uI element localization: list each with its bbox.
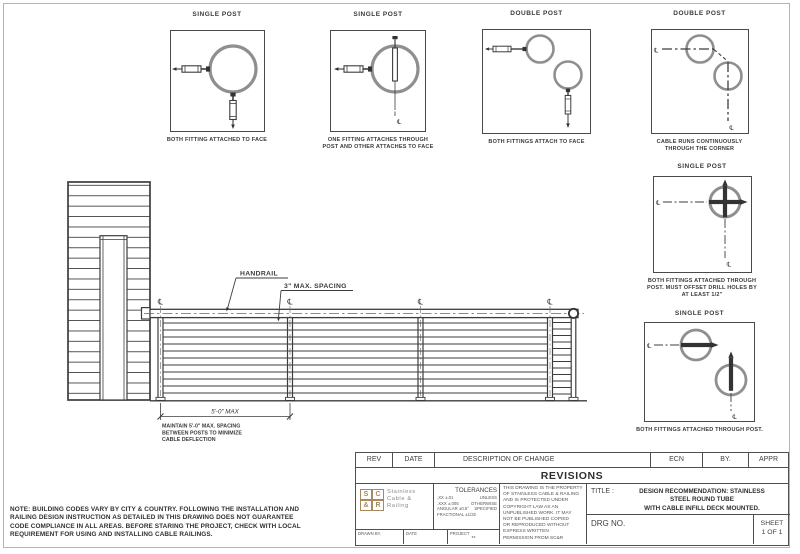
title-cell [586,484,790,515]
scr-logo [360,489,384,511]
caption-line: BOTH FITTINGS ATTACH TO FACE [488,139,585,145]
centerline-symbol: ℄ [287,297,293,307]
through-fitting-vertical [392,36,402,126]
tolerance-note: OTHERWISE [471,500,497,506]
copyright-line: THIS DRAWING IS THE PROPERTY [503,486,583,491]
wall [68,182,150,400]
centerline-symbol: ℄ [647,342,652,350]
vertical-fitting [565,89,571,129]
end-section-cables [553,323,571,395]
company-name [387,489,416,511]
note-line: RAILING DESIGN INSTRUCTION AS DETAILED IN THIS DRAWING DOES NOT GUARANTEE [10,514,294,522]
detail-double-post-face [455,10,618,146]
copyright-line: COPYRIGHT LAW AS AN [503,504,559,510]
date-cell [404,530,448,544]
spacing-note [162,424,242,444]
centerline-symbol: ℄ [732,413,737,421]
centerline-symbol: ℄ [729,124,734,132]
copyright-line: NOT BE PUBLISHED COPIED [503,517,570,523]
double-post-corner-drawing [652,30,748,133]
company-name-line: Cable & [387,496,412,503]
copyright-line: AND IS PROTECTED UNDER [503,498,569,504]
caption-line: POST AND OTHER ATTACHES TO FACE [322,143,434,150]
note-line: CABLE DEFLECTION [162,437,216,444]
centerline-symbol: ℄ [417,297,424,307]
sheet-label: SHEET [760,520,784,527]
tolerance-note: UNLESS [479,495,497,500]
revisions-header-row [356,453,788,468]
detail-single-post-face [143,11,291,144]
detail-caption [455,139,618,146]
tolerance-value: FRACTIONAL ±1/32 [437,511,476,517]
note-line: MAINTAIN 5'-0" MAX. SPACING [162,423,241,430]
revisions-title: REVISIONS [356,468,788,484]
drawn-by-row [356,529,499,544]
copyright-line: UNPUBLISHED WORK. IT MAY [503,510,572,516]
sheet-number: 1 OF 1 [761,528,783,536]
detail-drawing-box [653,176,752,273]
caption-line: BOTH FITTING ATTACHED TO FACE [166,137,268,143]
single-post-through-face-drawing [331,31,425,131]
company-name-line: Stainless [387,489,416,495]
project-label: PROJECT [450,531,470,536]
leader-arrow [277,318,280,322]
company-name-line: Railing [387,503,409,510]
description-column-header: DESCRIPTION OF CHANGE [435,453,651,467]
cables [163,323,571,395]
detail-title: SINGLE POST [674,310,725,317]
note-line: BETWEEN POSTS TO MINIMIZE [162,430,242,437]
rev-column-header: REV [356,453,393,467]
drawn-by-label: DRAWN BY. [358,531,382,536]
single-post-face-drawing [171,31,264,131]
caption-line: CABLE RUNS CONTINUOUSLY [656,139,743,145]
double-post-face-drawing [483,30,590,133]
handrail [142,308,585,319]
detail-caption [622,427,777,434]
detail-single-post-through [622,310,777,434]
caption-line: THROUGH THE CORNER [664,145,735,152]
logo-letter: R [372,500,384,511]
caption-line: POST. MUST OFFSET DRILL HOLES BY [647,284,757,291]
drawing-title-line: STEEL ROUND TUBE [670,496,734,504]
copyright-line: OF STAINLESS CABLE & RAILING [503,492,580,498]
sheet-cell [754,515,790,544]
detail-caption [143,137,291,144]
door-opening [100,236,127,400]
detail-title: DOUBLE POST [510,10,563,17]
vertical-fitting [229,93,235,130]
detail-single-post-through-offset [628,163,776,298]
project-cell [448,530,499,544]
drawing-title-line: WITH CABLE INFILL DECK MOUNTED. [644,504,760,512]
note-line: REQUIREMENT FOR USING AND INSTALLING CABLE RAILINGS. [10,530,213,538]
copyright-cell [499,484,586,544]
detail-caption [304,137,452,151]
centerline-symbol: ℄ [157,297,164,307]
building-code-note [10,506,360,539]
tolerance-value: .XXX ±.005 [437,500,459,506]
single-post-through-offset-drawing [654,177,751,272]
horizontal-fitting [172,66,210,72]
through-fitting-vertical [722,180,732,269]
drawing-title [614,484,790,514]
post-section [527,36,554,63]
appr-column-header: APPR [758,456,779,463]
detail-title: SINGLE POST [677,163,727,170]
detail-caption [628,278,776,298]
tolerance-value: ANGULAR ±0.5° [437,506,470,512]
tolerance-note: SPECIFIED [474,506,497,512]
detail-drawing-box [330,30,426,132]
drg-no-label: DRG NO. [591,519,626,528]
date-label: DATE [406,531,417,536]
handrail-callout [226,271,288,312]
detail-drawing-box [170,30,265,132]
tolerances-cell [433,484,499,529]
centerline-symbol: ℄ [397,118,402,126]
copyright-line: OR REPRODUCED WITHOUT [503,523,570,529]
handrail-label: HANDRAIL [240,270,278,278]
spacing-label: 3" MAX. SPACING [284,283,347,290]
title-block-lower [356,484,788,544]
title-label: TITLE : [591,488,614,495]
detail-drawing-box [482,29,591,134]
post-section [210,46,256,92]
detail-title: DOUBLE POST [673,10,726,17]
project-value: ** [471,536,476,542]
detail-single-post-through-face [304,11,452,151]
logo-letter: C [372,489,384,500]
logo-letter: & [360,500,372,511]
drawn-by-cell [356,530,404,544]
horizontal-fitting [485,46,527,52]
detail-title: SINGLE POST [353,11,403,18]
centerline-symbol: ℄ [547,297,553,307]
centerline-symbol: ℄ [653,46,658,55]
tolerances-header: TOLERANCES [455,487,497,494]
copyright-line: EXPRESS WRITTEN [503,529,549,535]
copyright-line: PERMISSION FROM SC&R [503,535,564,541]
note-line: NOTE: BUILDING CODES VARY BY CITY & COUNTRY. FOLLOWING THE INSTALLATION AND [10,506,300,513]
through-fitting-vertical [728,352,737,422]
tolerance-value: .XX ±.01 [437,495,454,500]
detail-title: SINGLE POST [192,11,242,18]
logo-cell [356,484,433,529]
ecn-column-header: ECN [651,453,703,467]
detail-caption [618,139,781,153]
horizontal-fitting [334,66,372,72]
detail-drawing-box [651,29,749,134]
caption-line: BOTH FITTINGS ATTACHED THROUGH POST. [636,427,763,433]
dimension [158,403,294,420]
caption-line: ONE FITTING ATTACHES THROUGH [327,137,429,143]
title-block [355,452,789,546]
by-column-header: BY. [703,453,749,467]
post-section [555,62,582,89]
through-fitting-horizontal [656,199,748,207]
caption-line: BOTH FITTINGS ATTACHED THROUGH [647,278,757,284]
drawing-title-line: DESIGN RECOMMENDATION: STAINLESS [639,488,765,495]
logo-letter: S [360,489,372,500]
detail-double-post-corner [618,10,781,153]
date-column-header: DATE [393,453,435,467]
centerline-symbol: ℄ [655,199,660,207]
drg-no-cell [586,515,754,544]
detail-drawing-box [644,322,755,422]
note-line: CODE COMPLIANCE IN ALL AREAS. BEFORE STARING THE PROJECT, CHECK WITH LOCAL [10,522,301,530]
dimension-label: 5'-0" MAX [211,408,239,416]
single-post-through-drawing [645,323,754,421]
centerline-symbol: ℄ [726,260,731,269]
caption-line: AT LEAST 1/2" [681,291,723,298]
end-cap-ball [569,309,578,318]
railing-elevation [55,165,640,455]
